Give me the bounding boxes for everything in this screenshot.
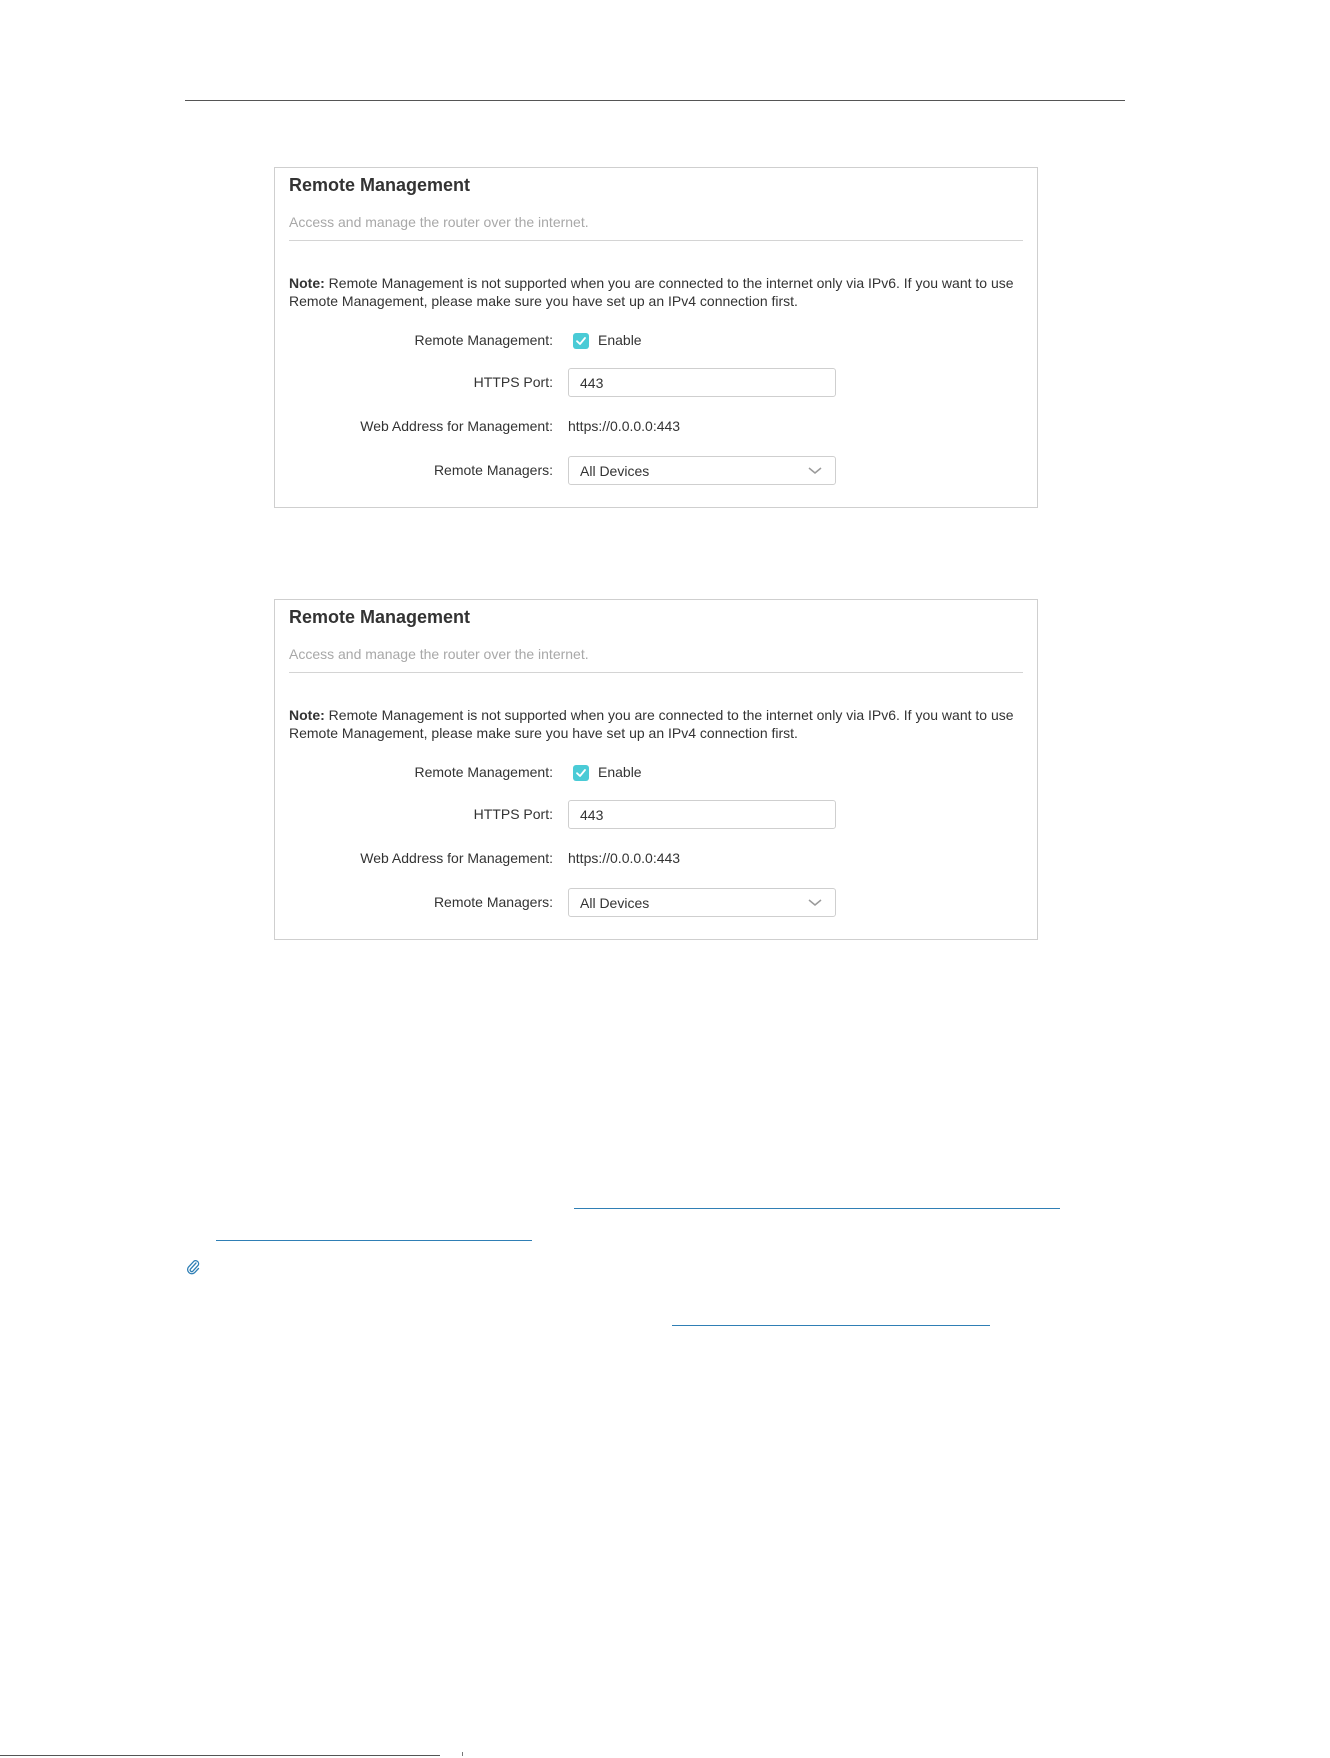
note-label: Note: bbox=[289, 275, 325, 291]
link-underline-2[interactable] bbox=[216, 1240, 532, 1241]
https-port-value: 443 bbox=[580, 807, 604, 823]
https-port-input[interactable] bbox=[568, 368, 836, 397]
remote-managers-value: All Devices bbox=[580, 463, 650, 479]
panel-divider bbox=[289, 240, 1023, 241]
web-address-value: https://0.0.0.0:443 bbox=[568, 418, 681, 434]
chevron-down-icon bbox=[807, 464, 823, 476]
remote-managers-value: All Devices bbox=[580, 895, 650, 911]
page-bottom-rule bbox=[0, 1755, 440, 1756]
remote-managers-label: Remote Managers: bbox=[433, 894, 553, 910]
https-port-label: HTTPS Port: bbox=[473, 374, 553, 390]
web-address-label: Web Address for Management: bbox=[360, 850, 553, 866]
https-port-label: HTTPS Port: bbox=[473, 806, 553, 822]
remote-management-panel-1 bbox=[274, 167, 1038, 508]
remote-managers-label: Remote Managers: bbox=[433, 462, 553, 478]
remote-managers-select[interactable] bbox=[568, 888, 836, 917]
link-underline-1[interactable] bbox=[574, 1208, 1060, 1209]
panel-description: Access and manage the router over the internet. bbox=[289, 214, 589, 230]
note-label: Note: bbox=[289, 707, 325, 723]
note-text bbox=[289, 274, 1019, 310]
remote-management-panel-2 bbox=[274, 599, 1038, 940]
page-top-rule bbox=[185, 100, 1125, 101]
https-port-value: 443 bbox=[580, 375, 604, 391]
https-port-input[interactable] bbox=[568, 800, 836, 829]
paperclip-icon bbox=[186, 1259, 200, 1275]
panel-description: Access and manage the router over the internet. bbox=[289, 646, 589, 662]
web-address-value: https://0.0.0.0:443 bbox=[568, 850, 681, 866]
check-icon bbox=[575, 767, 587, 779]
web-address-label: Web Address for Management: bbox=[360, 418, 553, 434]
note-body: Remote Management is not supported when you are connected to the internet only via IPv6. If you want to use Remote Management, please make sure you have set up an IPv4 connection first. bbox=[289, 275, 1014, 309]
check-icon bbox=[575, 335, 587, 347]
enable-label[interactable]: Enable bbox=[598, 332, 642, 348]
enable-label[interactable]: Enable bbox=[598, 764, 642, 780]
remote-management-label: Remote Management: bbox=[414, 764, 553, 780]
note-body: Remote Management is not supported when you are connected to the internet only via IPv6. If you want to use Remote Management, please make sure you have set up an IPv4 connection first. bbox=[289, 707, 1014, 741]
enable-checkbox[interactable] bbox=[573, 333, 589, 349]
enable-checkbox[interactable] bbox=[573, 765, 589, 781]
panel-title: Remote Management bbox=[289, 607, 471, 627]
panel-divider bbox=[289, 672, 1023, 673]
link-underline-3[interactable] bbox=[672, 1325, 990, 1326]
panel-title: Remote Management bbox=[289, 175, 471, 195]
remote-management-label: Remote Management: bbox=[414, 332, 553, 348]
chevron-down-icon bbox=[807, 896, 823, 908]
page-bottom-tick bbox=[462, 1752, 463, 1756]
remote-managers-select[interactable] bbox=[568, 456, 836, 485]
note-text bbox=[289, 706, 1019, 742]
